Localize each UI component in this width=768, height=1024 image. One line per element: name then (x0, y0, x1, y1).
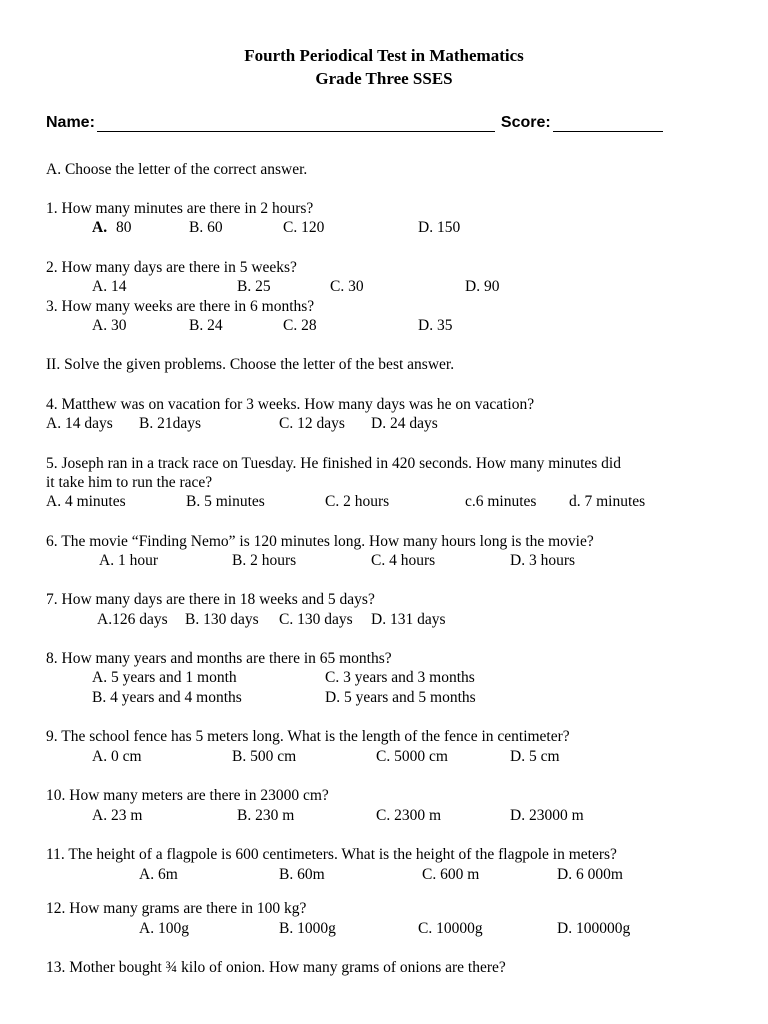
q1-option-b: B. 60 (189, 219, 223, 236)
q10-option-a: A. 23 m (92, 807, 143, 824)
name-score-row (46, 114, 663, 132)
question-1: 1. How many minutes are there in 2 hours? (46, 200, 314, 217)
question-7: 7. How many days are there in 18 weeks and 5 days? (46, 591, 375, 608)
question-10: 10. How many meters are there in 23000 cm? (46, 787, 329, 804)
q7-option-a: A.126 days (97, 611, 168, 628)
q1-option-a-letter: A. (92, 219, 108, 236)
q12-option-c: C. 10000g (418, 920, 483, 937)
q11-option-b: B. 60m (279, 866, 325, 883)
q6-option-c: C. 4 hours (371, 552, 436, 569)
q2-option-c: C. 30 (330, 278, 364, 295)
q8-option-d: D. 5 years and 5 months (325, 689, 476, 706)
q5-option-c: C. 2 hours (325, 493, 390, 510)
question-4: 4. Matthew was on vacation for 3 weeks. How many days was he on vacation? (46, 396, 535, 413)
q1-option-a-value: 80 (116, 219, 132, 236)
q11-option-d: D. 6 000m (557, 866, 623, 883)
q8-option-b: B. 4 years and 4 months (92, 689, 242, 706)
section-b-instructions: II. Solve the given problems. Choose the letter of the best answer. (46, 356, 455, 373)
score-label: Score: (500, 114, 551, 131)
q6-option-b: B. 2 hours (232, 552, 297, 569)
q12-option-a: A. 100g (139, 920, 189, 937)
question-5-continued: it take him to run the race? (46, 474, 213, 491)
q8-option-c: C. 3 years and 3 months (325, 669, 475, 686)
q5-option-d: c.6 minutes (465, 493, 537, 510)
q4-option-c: C. 12 days (279, 415, 345, 432)
q12-option-d: D. 100000g (557, 920, 631, 937)
q5-option-a: A. 4 minutes (46, 493, 126, 510)
q4-option-a: A. 14 days (46, 415, 113, 432)
page-title: Fourth Periodical Test in Mathematics (244, 46, 524, 65)
q6-option-a: A. 1 hour (99, 552, 158, 569)
question-13: 13. Mother bought ¾ kilo of onion. How many grams of onions are there? (46, 959, 506, 976)
q3-option-d: D. 35 (418, 317, 453, 334)
q3-option-c: C. 28 (283, 317, 317, 334)
q2-option-a: A. 14 (92, 278, 127, 295)
q7-option-d: D. 131 days (371, 611, 446, 628)
q5-option-b: B. 5 minutes (186, 493, 265, 510)
q9-option-d: D. 5 cm (510, 748, 560, 765)
question-3: 3. How many weeks are there in 6 months? (46, 298, 315, 315)
question-6: 6. The movie “Finding Nemo” is 120 minutes long. How many hours long is the movie? (46, 533, 594, 550)
q9-option-a: A. 0 cm (92, 748, 142, 765)
page-subtitle: Grade Three SSES (315, 69, 453, 88)
question-12: 12. How many grams are there in 100 kg? (46, 900, 307, 917)
section-a-instructions: A. Choose the letter of the correct answer. (46, 161, 308, 178)
q10-option-c: C. 2300 m (376, 807, 442, 824)
q9-option-c: C. 5000 cm (376, 748, 448, 765)
q11-option-c: C. 600 m (422, 866, 480, 883)
q8-option-a: A. 5 years and 1 month (92, 669, 237, 686)
q4-option-d: D. 24 days (371, 415, 438, 432)
q5-option-e: d. 7 minutes (569, 493, 646, 510)
q12-option-b: B. 1000g (279, 920, 336, 937)
q6-option-d: D. 3 hours (510, 552, 576, 569)
name-label: Name: (46, 114, 95, 131)
question-9: 9. The school fence has 5 meters long. What is the length of the fence in centimeter? (46, 728, 570, 745)
q3-option-b: B. 24 (189, 317, 223, 334)
q1-option-d: D. 150 (418, 219, 461, 236)
question-8: 8. How many years and months are there in 65 months? (46, 650, 392, 667)
q7-option-b: B. 130 days (185, 611, 259, 628)
q2-option-d: D. 90 (465, 278, 500, 295)
q2-option-b: B. 25 (237, 278, 271, 295)
q9-option-b: B. 500 cm (232, 748, 297, 765)
score-blank (553, 117, 663, 132)
q10-option-b: B. 230 m (237, 807, 295, 824)
q4-option-b: B. 21days (139, 415, 201, 432)
q3-option-a: A. 30 (92, 317, 127, 334)
q10-option-d: D. 23000 m (510, 807, 584, 824)
name-blank (97, 117, 495, 132)
q1-option-c: C. 120 (283, 219, 325, 236)
question-11: 11. The height of a flagpole is 600 centimeters. What is the height of the flagpole in meters? (46, 846, 617, 863)
q11-option-a: A. 6m (139, 866, 178, 883)
question-5: 5. Joseph ran in a track race on Tuesday. He finished in 420 seconds. How many minutes did (46, 455, 621, 472)
question-2: 2. How many days are there in 5 weeks? (46, 259, 297, 276)
q7-option-c: C. 130 days (279, 611, 353, 628)
